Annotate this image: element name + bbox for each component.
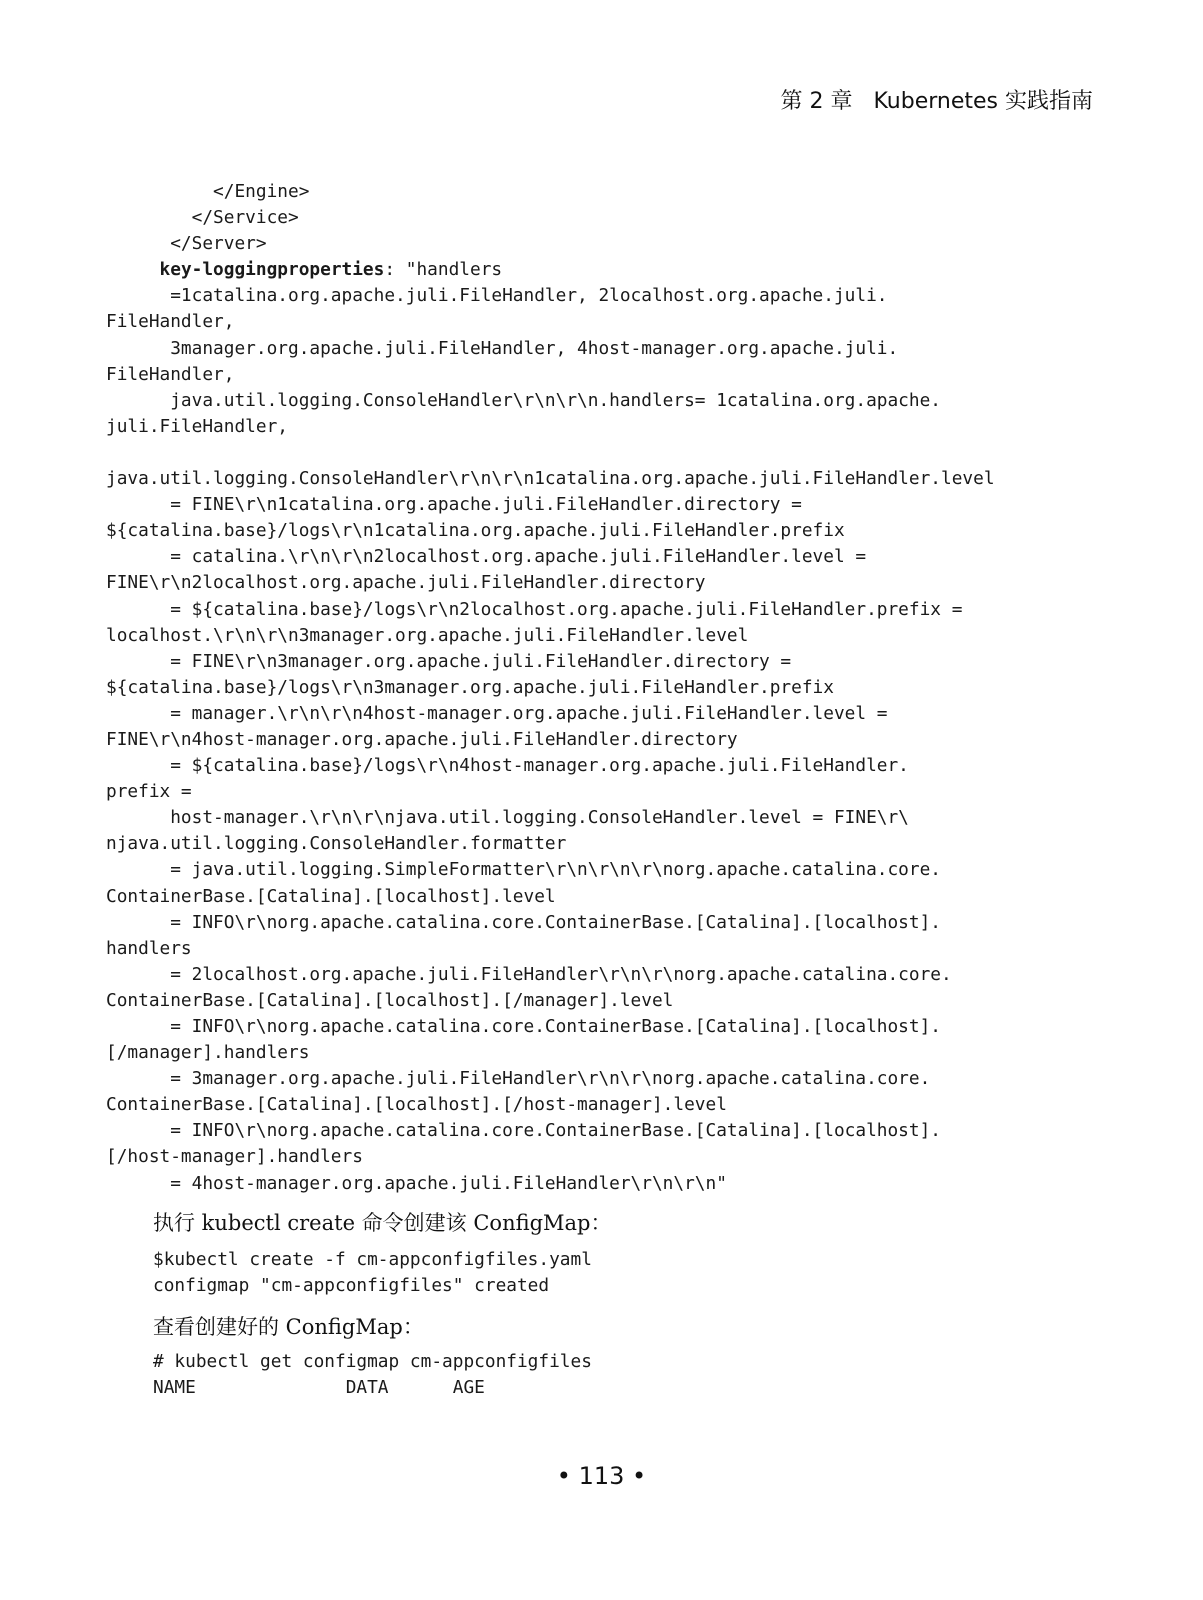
code-line: $kubectl create -f cm-appconfigfiles.yaml bbox=[153, 1249, 592, 1270]
code-line: = catalina.\r\n\r\n2localhost.org.apache.juli.FileHandler.level = bbox=[106, 546, 867, 568]
code-line: =1catalina.org.apache.juli.FileHandler, 2localhost.org.apache.juli. bbox=[106, 285, 888, 307]
code-line: FINE\r\n2localhost.org.apache.juli.FileHandler.directory bbox=[106, 572, 706, 594]
code-line: FileHandler, bbox=[106, 311, 235, 333]
code-line: = 4host-manager.org.apache.juli.FileHandler\r\n\r\n" bbox=[106, 1172, 727, 1194]
code-line: handlers bbox=[106, 937, 192, 959]
code-line: = 2localhost.org.apache.juli.FileHandler\r\n\r\norg.apache.catalina.core. bbox=[106, 963, 952, 985]
code-line: 3manager.org.apache.juli.FileHandler, 4host-manager.org.apache.juli. bbox=[106, 337, 899, 359]
code-line: = FINE\r\n1catalina.org.apache.juli.FileHandler.directory = bbox=[106, 494, 802, 516]
code-line: configmap "cm-appconfigfiles" created bbox=[153, 1275, 550, 1297]
running-header bbox=[781, 84, 1094, 115]
code-line: FileHandler, bbox=[106, 363, 235, 385]
code-line: java.util.logging.ConsoleHandler\r\n\r\n.handlers= 1catalina.org.apache. bbox=[106, 389, 942, 411]
code-line: = INFO\r\norg.apache.catalina.core.ContainerBase.[Catalina].[localhost]. bbox=[106, 1016, 942, 1037]
code-line: NAME DATA AGE bbox=[153, 1377, 485, 1399]
code-line: = ${catalina.base}/logs\r\n4host-manager.org.apache.juli.FileHandler. bbox=[106, 755, 909, 777]
chapter-title: Kubernetes 实践指南 bbox=[873, 89, 1093, 114]
code-line: </Server> bbox=[106, 233, 267, 255]
code-line: ContainerBase.[Catalina].[localhost].[/manager].level bbox=[106, 989, 674, 1011]
code-line: </Engine> bbox=[106, 181, 310, 202]
code-line: = ${catalina.base}/logs\r\n2localhost.org.apache.juli.FileHandler.prefix = bbox=[106, 598, 963, 620]
code-line: ${catalina.base}/logs\r\n3manager.org.apache.juli.FileHandler.prefix bbox=[106, 676, 834, 698]
code-line: prefix = bbox=[106, 781, 192, 803]
key-value-start: : "handlers bbox=[384, 259, 503, 281]
code-line: </Service> bbox=[106, 207, 299, 229]
page-number: • 113 • bbox=[556, 1462, 647, 1490]
key-indent bbox=[106, 259, 160, 280]
code-line: localhost.\r\n\r\n3manager.org.apache.juli.FileHandler.level bbox=[106, 624, 749, 646]
chapter-number: 第 2 章 bbox=[780, 89, 853, 114]
code-block-get-command bbox=[153, 1349, 592, 1401]
code-line: ${catalina.base}/logs\r\n1catalina.org.apache.juli.FileHandler.prefix bbox=[106, 520, 845, 542]
key-name: key-loggingproperties bbox=[159, 259, 385, 281]
code-line-blank bbox=[106, 440, 995, 466]
code-line: [/host-manager].handlers bbox=[106, 1146, 363, 1168]
code-line: = FINE\r\n3manager.org.apache.juli.FileHandler.directory = bbox=[106, 650, 792, 672]
code-line: njava.util.logging.ConsoleHandler.formatter bbox=[106, 833, 567, 855]
code-line: juli.FileHandler, bbox=[106, 415, 288, 437]
code-line-key bbox=[106, 257, 995, 283]
code-block-create-command bbox=[153, 1247, 592, 1299]
code-line: [/manager].handlers bbox=[106, 1042, 310, 1064]
code-line: = INFO\r\norg.apache.catalina.core.ContainerBase.[Catalina].[localhost]. bbox=[106, 911, 942, 933]
paragraph-create-configmap: 执行 kubectl create 命令创建该 ConfigMap： bbox=[153, 1211, 612, 1235]
code-line: = manager.\r\n\r\n4host-manager.org.apache.juli.FileHandler.level = bbox=[106, 702, 888, 724]
code-line: # kubectl get configmap cm-appconfigfiles bbox=[153, 1351, 592, 1372]
code-line: host-manager.\r\n\r\njava.util.logging.ConsoleHandler.level = FINE\r\ bbox=[106, 807, 909, 829]
code-line: = INFO\r\norg.apache.catalina.core.ContainerBase.[Catalina].[localhost]. bbox=[106, 1120, 942, 1142]
code-line: java.util.logging.ConsoleHandler\r\n\r\n1catalina.org.apache.juli.FileHandler.level bbox=[106, 468, 995, 490]
code-block-configmap-data bbox=[106, 179, 995, 1197]
code-line: ContainerBase.[Catalina].[localhost].[/host-manager].level bbox=[106, 1094, 727, 1116]
paragraph-view-configmap: 查看创建好的 ConfigMap： bbox=[153, 1315, 424, 1339]
code-line: ContainerBase.[Catalina].[localhost].level bbox=[106, 885, 556, 907]
code-line: FINE\r\n4host-manager.org.apache.juli.FileHandler.directory bbox=[106, 728, 738, 750]
code-line: = java.util.logging.SimpleFormatter\r\n\r\n\r\norg.apache.catalina.core. bbox=[106, 859, 942, 881]
code-line: = 3manager.org.apache.juli.FileHandler\r\n\r\norg.apache.catalina.core. bbox=[106, 1068, 931, 1090]
